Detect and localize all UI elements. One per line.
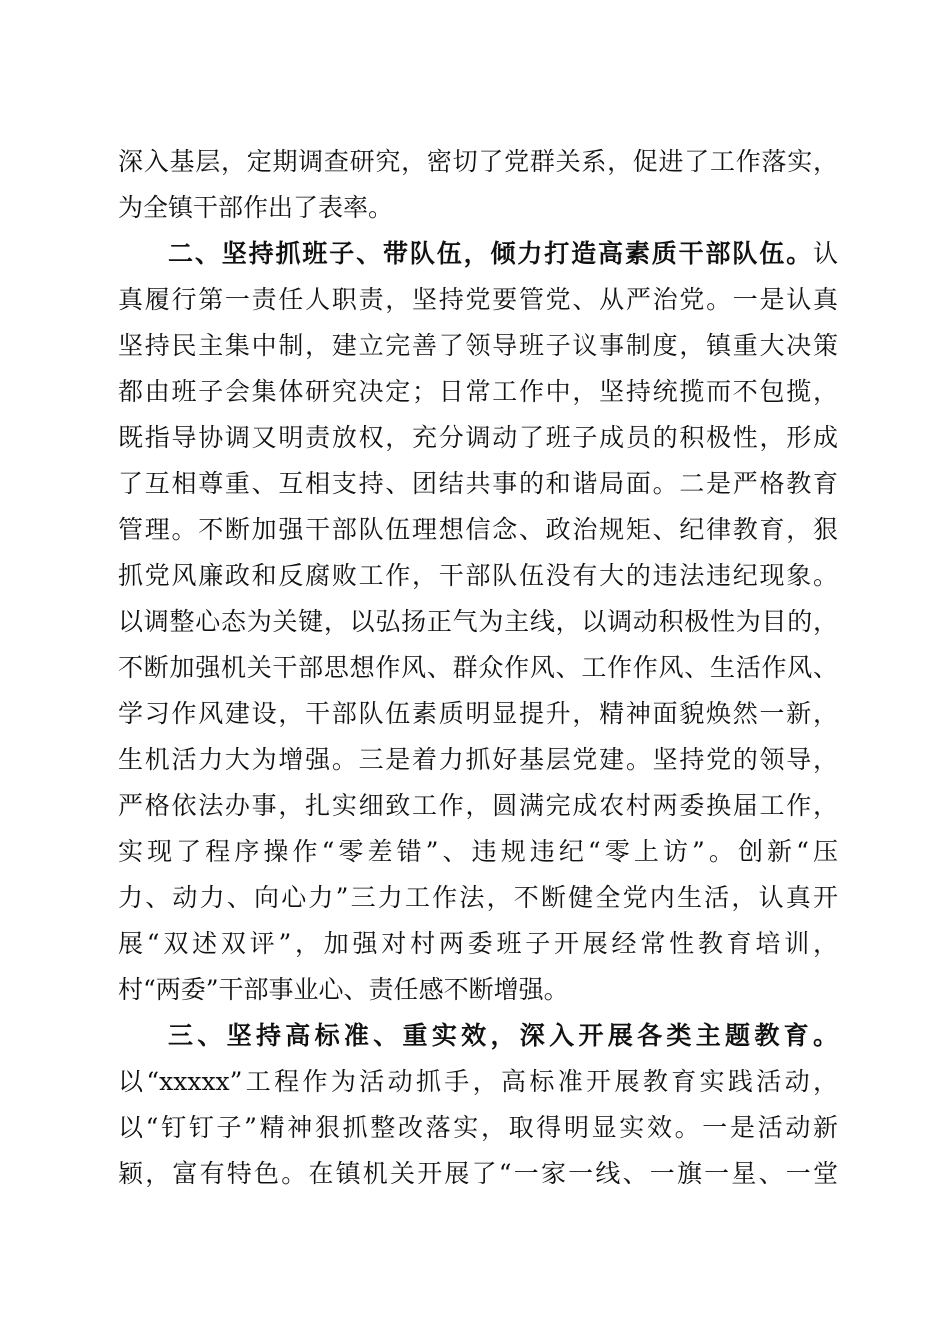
section-heading-line — [168, 232, 838, 276]
text-line — [118, 416, 838, 460]
line-text: 真履行第一责任人职责，坚持党要管党、从严治党。一是认真 — [118, 285, 838, 314]
line-text: 了互相尊重、互相支持、团结共事的和谐局面。二是严格教育 — [118, 469, 838, 498]
line-text: 都由班子会集体研究决定；日常工作中，坚持统揽而不包揽， — [118, 377, 838, 406]
line-text: 展“双述双评”，加强对村两委班子开展经常性教育培训， — [118, 929, 838, 958]
text-line — [118, 508, 838, 552]
text-line — [118, 1152, 838, 1196]
text-line — [118, 830, 838, 874]
text-line — [118, 876, 838, 920]
text-line — [118, 784, 838, 828]
line-text: 坚持民主集中制，建立完善了领导班子议事制度，镇重大决策 — [118, 331, 838, 360]
line-text: 以“xxxxx”工程作为活动抓手，高标准开展教育实践活动， — [118, 1067, 838, 1096]
line-text: 严格依法办事，扎实细致工作，圆满完成农村两委换届工作， — [118, 791, 838, 820]
line-text: 学习作风建设，干部队伍素质明显提升，精神面貌焕然一新， — [118, 699, 838, 728]
section-heading: 三、坚持高标准、重实效，深入开展各类主题教育。 — [168, 1021, 838, 1050]
text-line — [118, 278, 838, 322]
line-text: 管理。不断加强干部队伍理想信念、政治规矩、纪律教育，狠 — [118, 515, 838, 544]
text-line — [118, 554, 838, 598]
line-text: 生机活力大为增强。三是着力抓好基层党建。坚持党的领导， — [118, 745, 838, 774]
line-text: 认 — [812, 239, 838, 268]
text-line — [118, 186, 838, 230]
text-line — [118, 968, 838, 1012]
line-text: 既指导协调又明责放权，充分调动了班子成员的积极性，形成 — [118, 423, 838, 452]
line-text: 颖，富有特色。在镇机关开展了“一家一线、一旗一星、一堂 — [118, 1159, 838, 1188]
section-heading-line — [168, 1014, 838, 1058]
text-line — [118, 738, 838, 782]
line-text: 抓党风廉政和反腐败工作，干部队伍没有大的违法违纪现象。 — [118, 561, 838, 590]
text-line — [118, 1060, 838, 1104]
line-text: 以“钉钉子”精神狠抓整改落实，取得明显实效。一是活动新 — [118, 1113, 838, 1142]
text-line — [118, 324, 838, 368]
text-line — [118, 1106, 838, 1150]
text-line — [118, 600, 838, 644]
text-line — [118, 462, 838, 506]
section-heading: 二、坚持抓班子、带队伍，倾力打造高素质干部队伍。 — [168, 239, 813, 268]
line-text: 深入基层，定期调查研究，密切了党群关系，促进了工作落实， — [118, 147, 838, 176]
text-line — [118, 922, 838, 966]
line-text: 以调整心态为关键，以弘扬正气为主线，以调动积极性为目的， — [118, 607, 838, 636]
line-text: 力、动力、向心力”三力工作法，不断健全党内生活，认真开 — [118, 883, 838, 912]
line-text: 村“两委”干部事业心、责任感不断增强。 — [118, 975, 569, 1004]
line-text: 不断加强机关干部思想作风、群众作风、工作作风、生活作风、 — [118, 653, 838, 682]
text-line — [118, 692, 838, 736]
text-line — [118, 646, 838, 690]
text-line — [118, 140, 838, 184]
text-line — [118, 370, 838, 414]
line-text: 实现了程序操作“零差错”、违规违纪“零上访”。创新“压 — [118, 837, 838, 866]
line-text: 为全镇干部作出了表率。 — [118, 193, 394, 222]
